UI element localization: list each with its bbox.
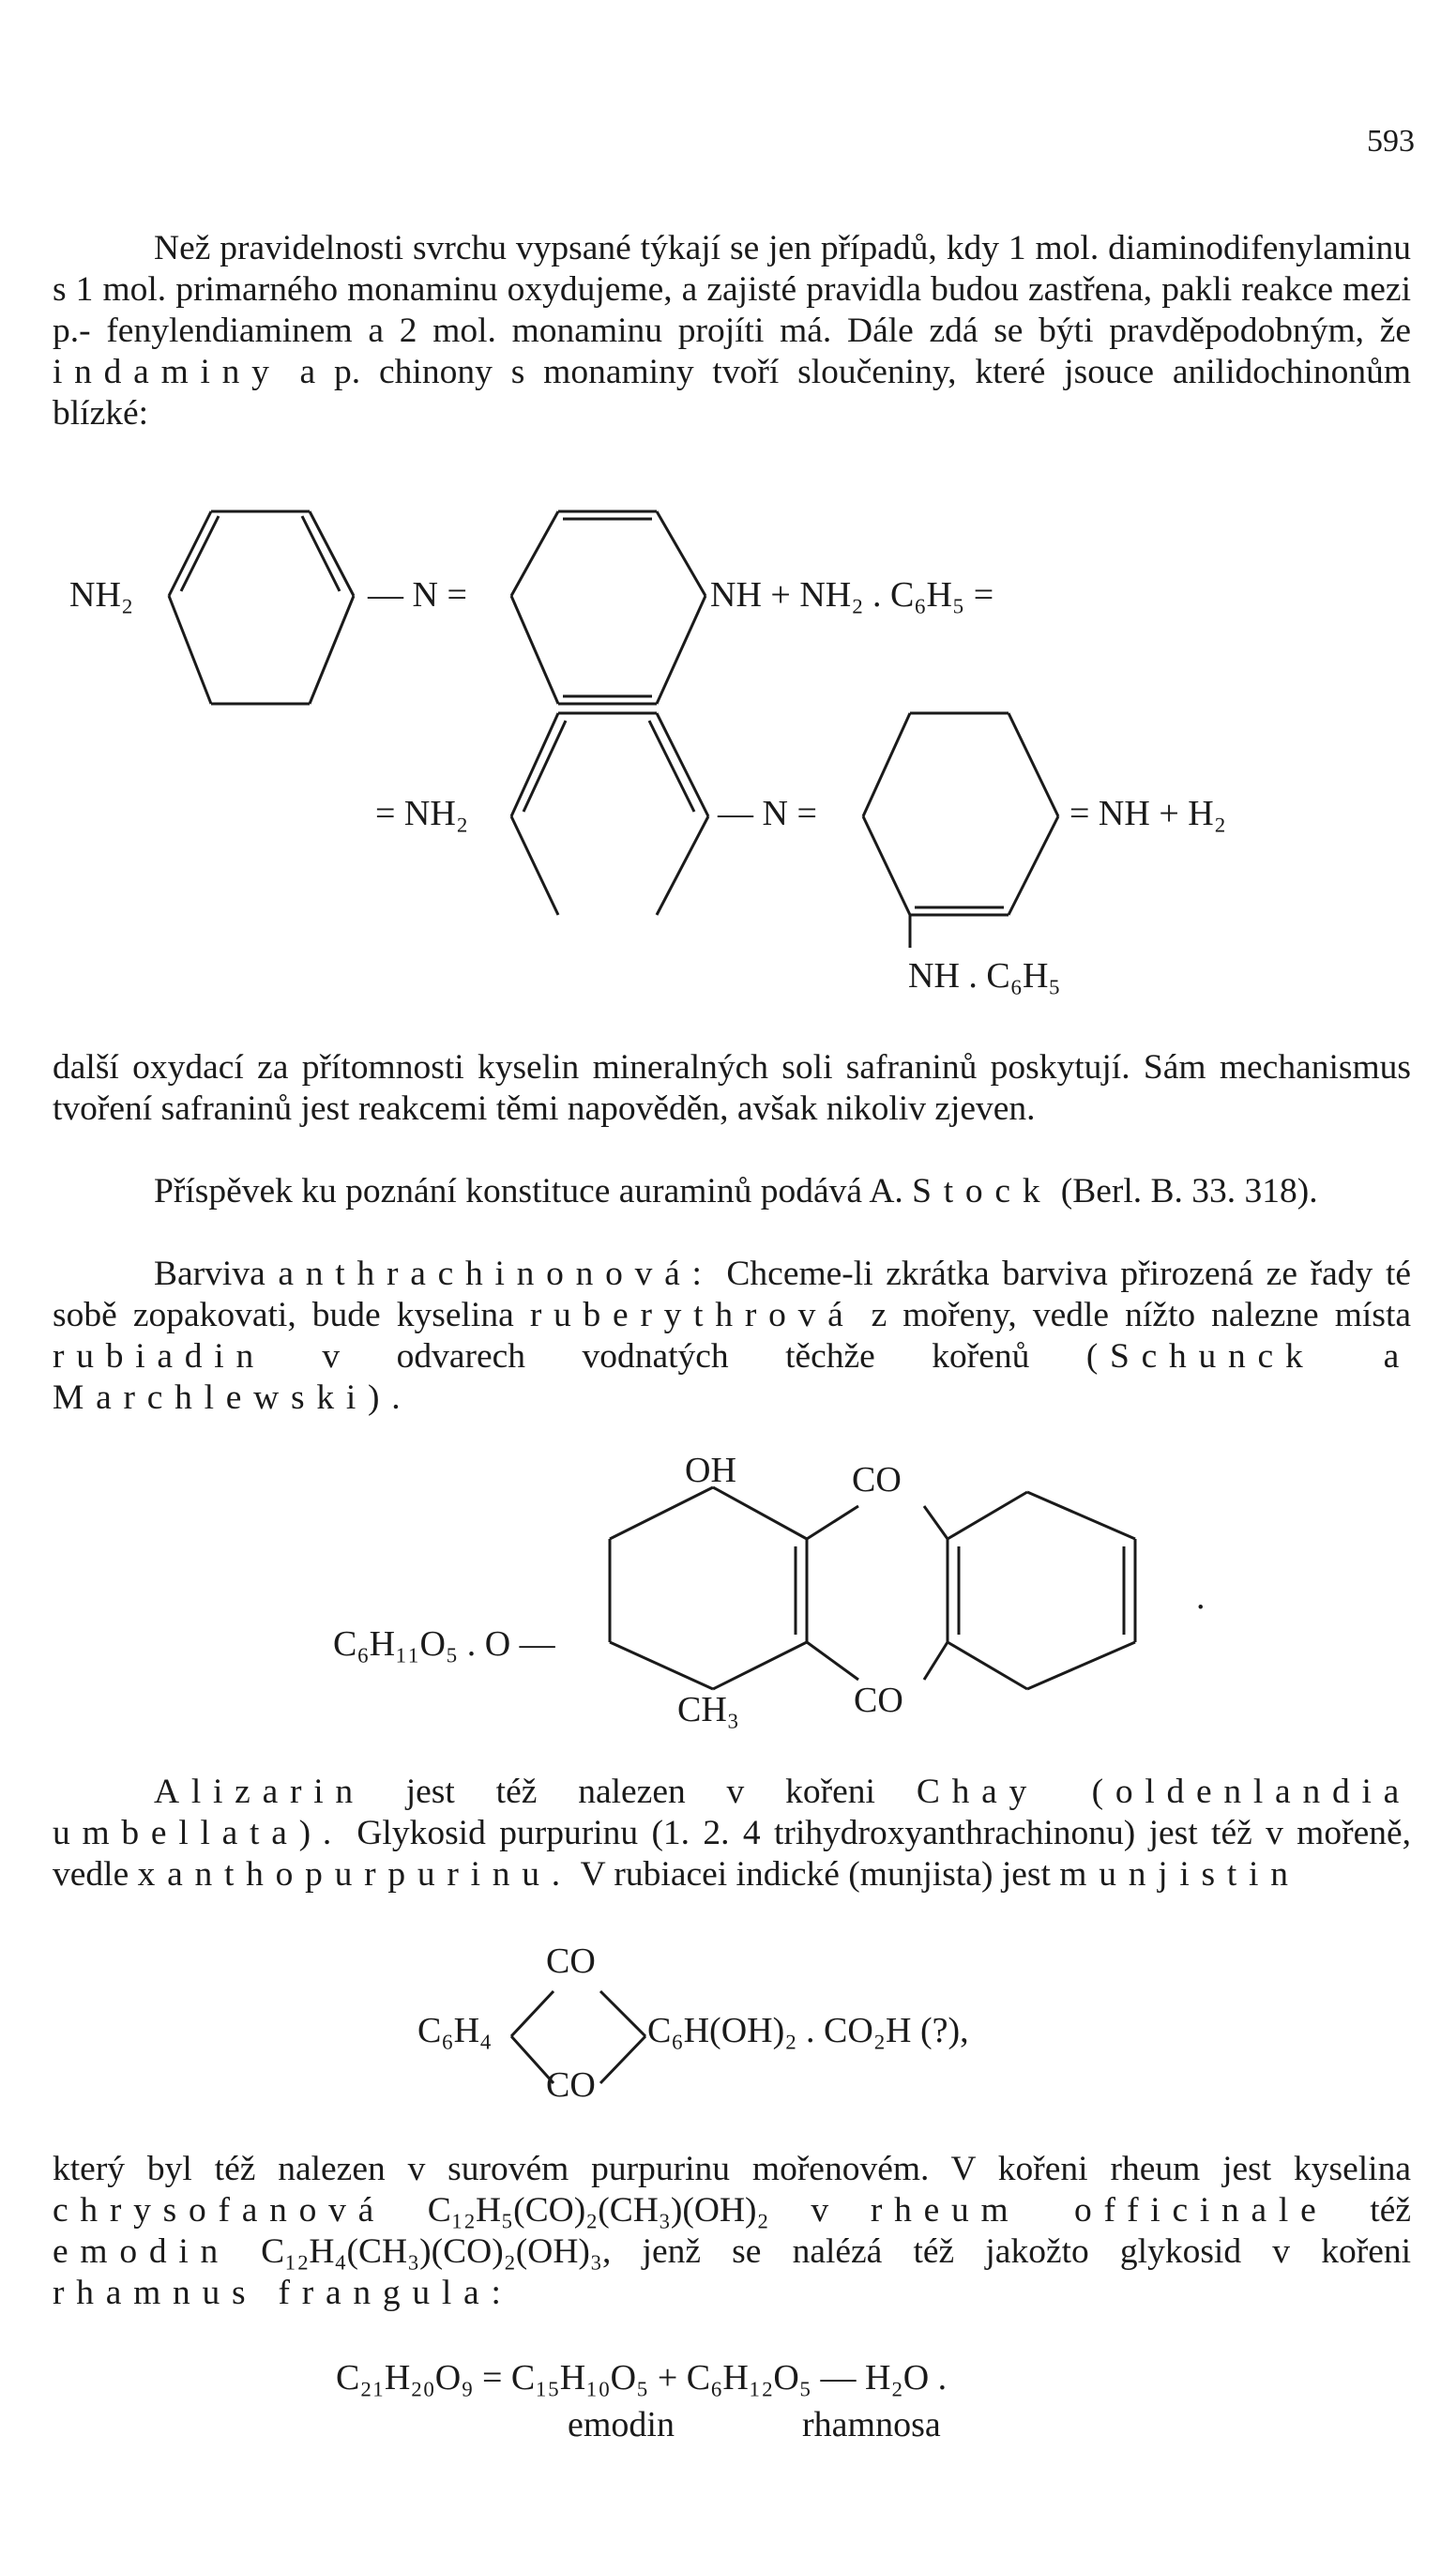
emodin-equation: C₂₁H₂₀O₉ = C₁₅H₁₀O₅ + C₆H₁₂O₅ — H₂O . [336,2358,948,2398]
s1-equals-nh-plus-h2: = NH + H₂ [1069,794,1226,833]
paragraph-6-spaced-4: rhamnus frangula: [53,2274,513,2312]
s1-n-equals-2: — N = [718,794,817,833]
s1-nh-plus-aniline: NH + NH₂ . C₆H₅ = [710,575,994,615]
paragraph-5-spaced-3: xanthopurpurinu. [137,1855,572,1894]
s1-n-equals: — N = [368,575,467,615]
label-emodin: emodin [568,2405,675,2444]
s3-co-top: CO [546,1941,596,1981]
paragraph-3-text: Příspěvek ku poznání konstituce auraminů podává A. [154,1172,903,1210]
paragraph-4-d: v odvarech vodnatých těchže kořenů [322,1337,1030,1376]
paragraph-4-spaced-4: (Schunck a Marchlewski). [53,1337,1412,1417]
s3-phenylene: C₆H₄ [417,2011,493,2050]
paragraph-6-c: též [1370,2191,1411,2230]
paragraph-5-c: V rubiacei indické (munjista) jest [580,1855,1051,1894]
paragraph-4-spaced-2: ruberythrová [529,1296,856,1334]
paragraph-6-a: který byl též nalezen v surovém purpurinu mořenovém. V kořeni rheum jest kyselina [53,2150,1411,2188]
paragraph-1-end: a p. chinony s monaminy tvoří sloučeniny, které jsouce anilidochinonům blízké: [53,353,1411,433]
paragraph-4-c: z mořeny, vedle nížto nalezne místa [871,1296,1412,1334]
s2-ch3: CH₃ [677,1690,740,1729]
s1-equals-nh2: = NH₂ [375,794,469,833]
paragraph-3-ref: (Berl. B. 33. 318). [1060,1172,1318,1210]
paragraph-5-b: Glykosid purpurinu (1. 2. 4 trihydroxyanthrachinonu) jest též v mořeně, vedle [53,1814,1412,1894]
paragraph-4-spaced-3: rubiadin [53,1337,265,1376]
s3-co-bottom: CO [546,2065,596,2105]
s3-right-group: C₆H(OH)₂ . CO₂H (?), [647,2011,969,2050]
paragraph-5-spaced-4: munjistin [1059,1855,1300,1894]
s2-co-top: CO [852,1460,902,1500]
paragraph-3-author: Stock [912,1172,1053,1210]
paragraph-6-b: C₁₂H₅(CO)₂(CH₃)(OH)₂ v [427,2191,829,2230]
s2-glycosyl: C₆H₁₁O₅ . O — [333,1624,555,1664]
paragraph-4-a: Barviva [154,1255,265,1293]
label-rhamnosa: rhamnosa [802,2405,941,2444]
page-number: 593 [1367,124,1415,159]
paragraph-6 [53,2149,1411,2314]
s1-nh-phenyl: NH . C₆H₅ [908,956,1061,996]
paragraph-6-d: C₁₂H₄(CH₃)(CO)₂(OH)₃, jenž se nalézá též jakožto glykosid v kořeni [261,2232,1412,2271]
paragraph-4-b: Chceme-li zkrátka barviva přirozená ze řady té sobě zopakovati, bude kyselina [53,1255,1412,1334]
s2-co-bottom: CO [854,1681,903,1720]
paragraph-6-spaced-2: rheum officinale [870,2191,1328,2230]
paragraph-2: další oxydací za přítomnosti kyselin mineralných soli safraninů poskytují. Sám mechanismus tvoření safraninů jest reakcemi těmi napověděn, avšak nikoliv zjeven. [53,1048,1411,1128]
paragraph-5-spaced-1: Alizarin [154,1773,365,1811]
paragraph-1-spaced-term: indaminy [53,353,281,391]
paragraph-6-spaced-1: chrysofanová [53,2191,387,2230]
s1-nh2-left: NH₂ [69,575,134,615]
paragraph-4-spaced-1: anthrachinonová: [278,1255,714,1293]
paragraph-5-spaced-2: Chay (oldenlandia umbellata). [53,1773,1412,1852]
s2-oh: OH [685,1451,736,1490]
s2-dot: . [1196,1577,1206,1617]
paragraph-1-text: Než pravidelnosti svrchu vypsané týkají se jen případů, kdy 1 mol. diaminodifenylaminu s 1 mol. primarného monaminu oxydujeme, a zajisté pravidla budou zastřena, pakli reakce mezi p.- fenylendiaminem a 2 mol. monaminu projíti má. Dále zdá se býti pravděpodobným, že [53,229,1411,350]
paragraph-5-a: jest též nalezen v kořeni [405,1773,875,1811]
paragraph-6-spaced-3: emodin [53,2232,230,2271]
